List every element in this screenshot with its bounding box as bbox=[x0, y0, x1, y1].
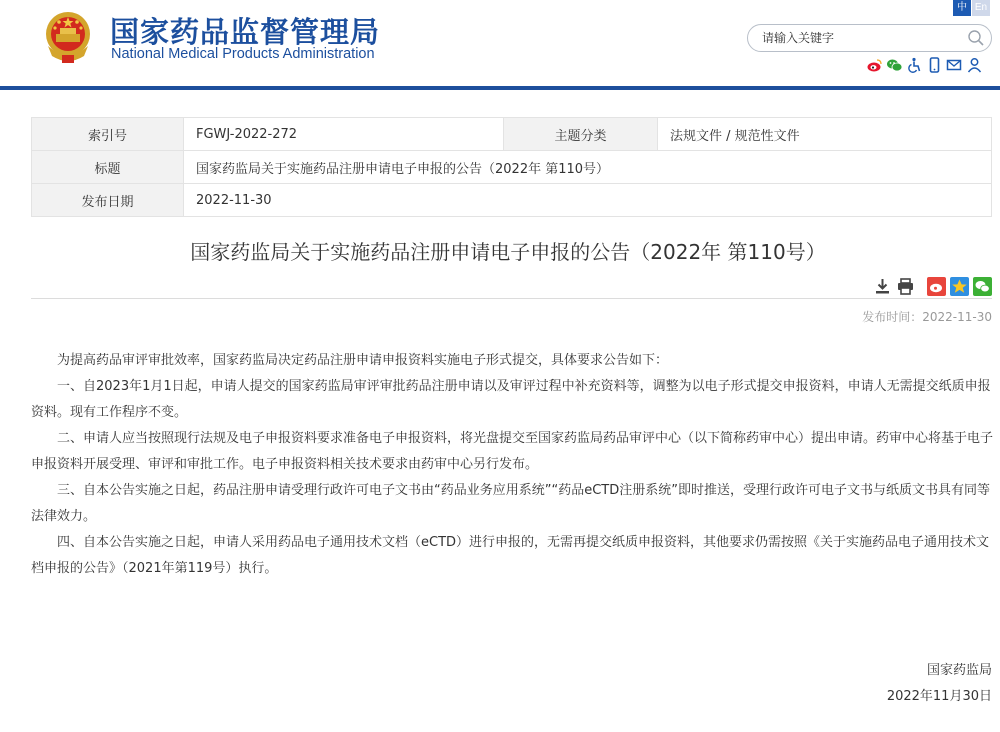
print-icon[interactable] bbox=[896, 277, 915, 296]
title-label: 标题 bbox=[32, 151, 184, 184]
paragraph: 一、自2023年1月1日起，申请人提交的国家药监局审评审批药品注册申请以及审评过程中补充资料等，调整为以电子形式提交申报资料，申请人无需提交纸质申报资料。现有工作程序不变。 bbox=[31, 379, 991, 420]
date-label: 发布日期 bbox=[32, 184, 184, 217]
table-row bbox=[32, 151, 992, 184]
category-value: 法规文件 / 规范性文件 bbox=[658, 118, 992, 151]
lang-zh-button[interactable]: 中 bbox=[953, 0, 971, 16]
paragraph: 四、自本公告实施之日起，申请人采用药品电子通用技术文档（eCTD）进行申报的，无需再提交纸质申报资料，其他要求仍需按照《关于实施药品电子通用技术文档申报的公告》（2021年第119号）执行。 bbox=[31, 535, 990, 576]
wechat-share-icon[interactable] bbox=[973, 277, 992, 296]
index-label: 索引号 bbox=[32, 118, 184, 151]
accessibility-icon[interactable] bbox=[906, 57, 923, 73]
weibo-icon[interactable] bbox=[866, 57, 883, 73]
paragraph: 二、申请人应当按照现行法规及电子申报资料要求准备电子申报资料，将光盘提交至国家药监局药品审评中心（以下简称药审中心）提出申请。药审中心将基于电子申报资料开展受理、审评和审批工作。电子申报资料相关技术要求由药审中心另行发布。 bbox=[31, 431, 994, 472]
national-emblem-icon[interactable] bbox=[38, 6, 98, 66]
article-body bbox=[31, 348, 993, 582]
table-row bbox=[32, 184, 992, 217]
publish-time: 发布时间：2022-11-30 bbox=[862, 310, 992, 324]
lang-en-button[interactable]: En bbox=[972, 0, 990, 16]
download-icon[interactable] bbox=[873, 277, 892, 296]
category-label: 主题分类 bbox=[504, 118, 658, 151]
site-title-cn[interactable]: 国家药品监督管理局 bbox=[110, 15, 381, 49]
search-box bbox=[747, 24, 992, 52]
search-icon[interactable] bbox=[966, 28, 986, 48]
signature-org: 国家药监局 bbox=[926, 663, 992, 678]
document-meta-table bbox=[31, 117, 992, 217]
site-title-en[interactable]: National Medical Products Administration bbox=[111, 46, 375, 62]
index-value: FGWJ-2022-272 bbox=[184, 118, 504, 151]
search-input[interactable] bbox=[762, 29, 952, 47]
date-value: 2022-11-30 bbox=[184, 184, 992, 217]
paragraph: 三、自本公告实施之日起，药品注册申请受理行政许可电子文书由“药品业务应用系统”“药品eCTD注册系统”即时推送，受理行政许可电子文书与纸质文书具有同等法律效力。 bbox=[31, 483, 990, 524]
signature-date: 2022年11月30日 bbox=[886, 689, 992, 704]
table-row bbox=[32, 118, 992, 151]
article-title: 国家药监局关于实施药品注册申请电子申报的公告（2022年 第110号） bbox=[190, 240, 826, 264]
header-tools bbox=[866, 57, 983, 73]
qzone-share-icon[interactable] bbox=[950, 277, 969, 296]
mobile-icon[interactable] bbox=[926, 57, 943, 73]
wechat-icon[interactable] bbox=[886, 57, 903, 73]
site-header bbox=[0, 0, 1000, 90]
title-value: 国家药监局关于实施药品注册申请电子申报的公告（2022年 第110号） bbox=[184, 151, 992, 184]
header-divider bbox=[0, 86, 1000, 90]
mail-icon[interactable] bbox=[946, 57, 963, 73]
paragraph: 为提高药品审评审批效率，国家药监局决定药品注册申请申报资料实施电子形式提交，具体要求公告如下： bbox=[57, 353, 669, 368]
article-divider bbox=[31, 298, 992, 299]
weibo-share-icon[interactable] bbox=[927, 277, 946, 296]
user-icon[interactable] bbox=[966, 57, 983, 73]
